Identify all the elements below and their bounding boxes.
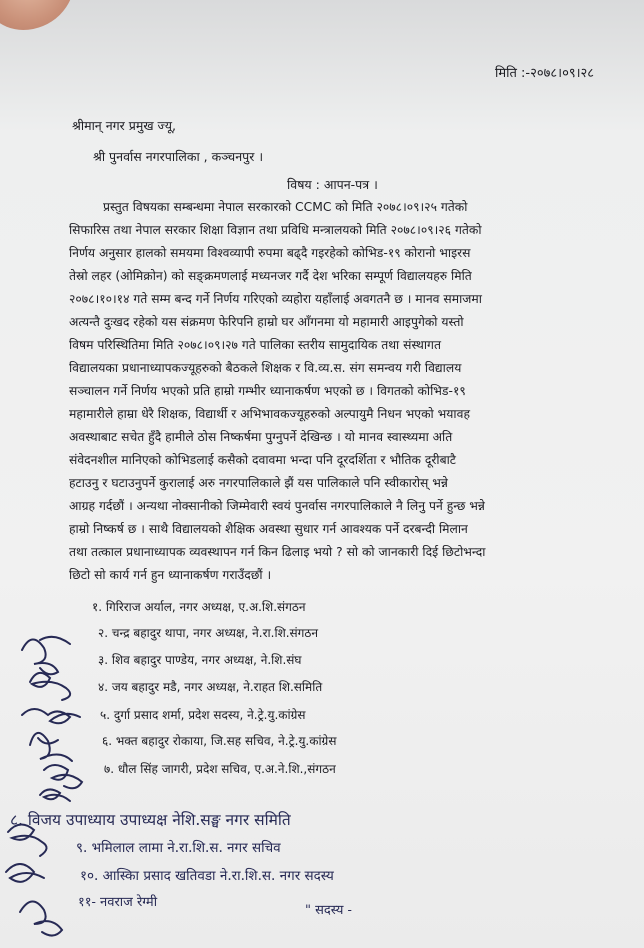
signatory-5: ५. दुर्गा प्रसाद शर्मा, प्रदेश सदस्य, ने.ट्रे.यु.कांग्रेस [100, 708, 306, 722]
signature-scribble [30, 673, 70, 700]
signatory-7: ७. धौल सिंह जागरी, प्रदेश सचिव, ए.अ.ने.शि.,संगठन [104, 762, 336, 776]
signature-scribble [20, 901, 62, 935]
signatory-3: ३. शिव बहादुर पाण्डेय, नगर अध्यक्ष, ने.शि.संघ [98, 653, 302, 667]
handwritten-signatory-10: १०. आस्किा प्रसाद खतिवडा ने.रा.शि.स. नगर सदस्य [80, 868, 334, 884]
letter-subject: विषय : आपन-पत्र । [287, 177, 378, 192]
signature-scribble [22, 637, 70, 674]
body-line: सञ्चालन गर्ने निर्णय भएको प्रति हाम्रो गम्भीर ध्यानाकर्षण भएको छ । विगतको कोभिड-१९ [69, 384, 466, 398]
handwritten-signatory-9: ९. भमिलाल लामा ने.रा.शि.स. नगर सचिव [76, 840, 281, 856]
body-line: आग्रह गर्दछौं । अन्यथा नोक्सानीको जिम्मेवारी स्वयं पुनर्वास नगरपालिकाले नै लिनु पर्ने हुन्छ भन्ने [69, 499, 485, 513]
signatory-1: १. गिरिराज अर्याल, नगर अध्यक्ष, ए.अ.शि.संगठन [92, 600, 306, 614]
signature-scribble [22, 709, 80, 723]
body-line: हाम्रो निष्कर्ष छ । साथै विद्यालयको शैक्षिक अवस्था सुधार गर्न आवश्यक पर्ने दरबन्दी मिलान [69, 522, 468, 536]
body-line: २०७८।१०।१४ गते सम्म बन्द गर्ने निर्णय गरिएको व्यहोरा यहाँलाई अवगतनै छ । मानव समाजमा [69, 292, 482, 306]
body-line: निर्णय अनुसार हालको समयमा विश्वव्यापी रुपमा बढ्दै गइरहेको कोभिड-१९ कोरानो भाइरस [69, 246, 471, 260]
handwritten-signatory-11-role: " सदस्य - [305, 903, 352, 918]
addressee-line-1: श्रीमान् नगर प्रमुख ज्यू, [72, 118, 176, 133]
body-line: प्रस्तुत विषयका सम्बन्धमा नेपाल सरकारको CCMC को मिति २०७८।०९।२५ गतेको [103, 200, 468, 214]
signature-scribble [44, 765, 82, 788]
letter-date: मिति :-२०७८।०९।२८ [495, 66, 595, 81]
body-line: तेस्रो लहर (ओमिक्रोन) को सङ्क्रमणलाई मध्यनजर गर्दै देश भरिका सम्पूर्ण विद्यालयहरु मिति [69, 269, 472, 283]
body-line: अवस्थाबाट सचेत हुँदै हामीले ठोस निष्कर्षमा पुग्नुपर्ने देखिन्छ । यो मानव स्वास्थ्यमा अति [69, 430, 453, 444]
addressee-line-2: श्री पुनर्वास नगरपालिका , कञ्चनपुर । [93, 149, 264, 164]
signature-scribble [6, 864, 44, 882]
signature-scribble [30, 733, 72, 761]
body-line: अत्यन्तै दुःखद रहेको यस संक्रमण फेरिपनि हाम्रो घर आँगनमा यो महामारी आइपुगेको यस्तो [69, 315, 464, 329]
body-line: सिफारिस तथा नेपाल सरकार शिक्षा विज्ञान तथा प्रविधि मन्त्रालयको मिति २०७८।०९।२६ गतेको [69, 223, 482, 237]
body-line: विषम परिस्थितिमा मिति २०७८।०९।२७ गते पालिका स्तरीय सामुदायिक तथा संस्थागत [69, 338, 441, 352]
signatory-4: ४. जय बहादुर मडै, नगर अध्यक्ष, ने.राहत शि.समिति [98, 680, 323, 694]
body-line: हटाउनु र घटाउनुपर्ने कुरालाई अरु नगरपालिकाले झैं यस पालिकाले पनि स्वीकारोस् भन्ने [69, 476, 448, 490]
signature-scribble [40, 789, 70, 801]
handwritten-signatory-11: ११- नवराज रेग्मी [78, 895, 158, 910]
body-line: महामारीले हाम्रा धेरै शिक्षक, विद्यार्थी र अभिभावकज्यूहरुको अल्पायुमै निधन भएको भयावह [69, 407, 470, 421]
body-line: संवेदनशील मानिएको कोभिडलाई कसैको दवावमा भन्दा पनि दूरदर्शिता र भौतिक दूरीबाटै [69, 453, 456, 467]
body-line: तथा तत्काल प्रधानाध्यापक व्यवस्थापन गर्न किन ढिलाइ भयो ? सो को जानकारी दिई छिटोभन्दा [69, 545, 486, 559]
signatory-2: २. चन्द्र बहादुर थापा, नगर अध्यक्ष, ने.रा.शि.संगठन [98, 626, 319, 640]
signatory-6: ६. भक्त बहादुर रोकाया, जि.सह सचिव, ने.ट्रे.यु.कांग्रेस [102, 734, 337, 748]
handwritten-signatory-8: ८. विजय उपाध्याय उपाध्यक्ष नेशि.सङ्घ नगर समिति [10, 811, 291, 829]
body-line: छिटो सो कार्य गर्न हुन ध्यानाकर्षण गराउँदछौं । [69, 568, 272, 582]
body-line: विद्यालयका प्रधानाध्यापकज्यूहरुको बैठकले शिक्षक र वि.व्य.स. संग समन्वय गरी विद्यालय [69, 361, 462, 375]
